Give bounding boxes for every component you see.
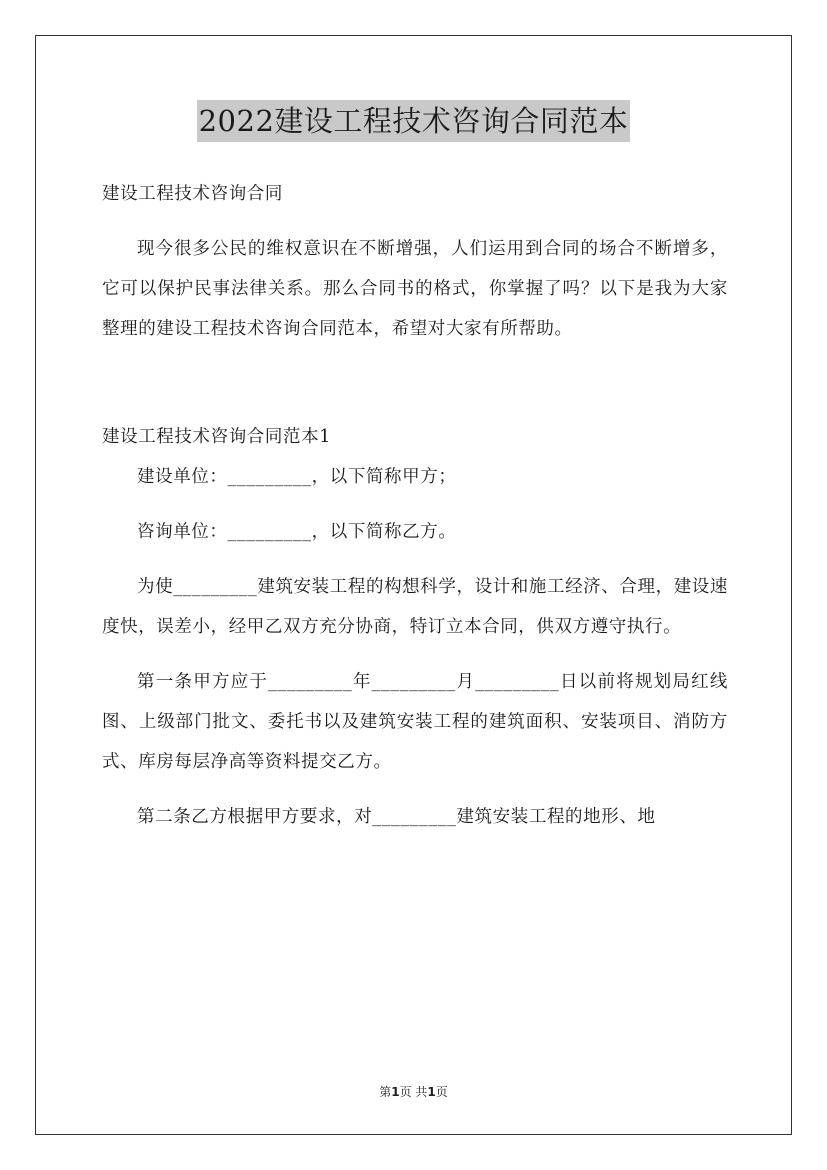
footer-page-number: 1 [391, 1085, 400, 1099]
page-footer [0, 1082, 827, 1102]
section-heading-template-1: 建设工程技术咨询合同范本1 [102, 427, 331, 447]
document-body [102, 174, 728, 837]
article-1-paragraph: 第一条甲方应于_________年_________月_________日以前将规划局红线图、上级部门批文、委托书以及建筑安装工程的建筑面积、安装项目、消防方式、库房每层净高等资料提交乙方。 [102, 672, 728, 772]
party-a-line: 建设单位：_________，以下简称甲方； [137, 467, 457, 487]
footer-page-mid: 页 共 [399, 1085, 428, 1099]
document-title: 2022建设工程技术咨询合同范本 [197, 100, 631, 142]
footer-page-prefix: 第 [379, 1085, 392, 1099]
party-b-line: 咨询单位：_________，以下简称乙方。 [137, 522, 457, 542]
article-2-paragraph: 第二条乙方根据甲方要求，对_________建筑安装工程的地形、地 [137, 807, 656, 827]
footer-page-suffix: 页 [435, 1085, 448, 1099]
intro-paragraph: 现今很多公民的维权意识在不断增强，人们运用到合同的场合不断增多，它可以保护民事法律关系。那么合同书的格式，你掌握了吗？以下是我为大家整理的建设工程技术咨询合同范本，希望对大家有所帮助。 [102, 239, 728, 339]
section-heading: 建设工程技术咨询合同 [102, 184, 283, 204]
footer-total-pages: 1 [427, 1085, 436, 1099]
title-container [0, 100, 827, 142]
purpose-paragraph: 为使_________建筑安装工程的构想科学，设计和施工经济、合理，建设速度快，误差小，经甲乙双方充分协商，特订立本合同，供双方遵守执行。 [102, 577, 728, 637]
